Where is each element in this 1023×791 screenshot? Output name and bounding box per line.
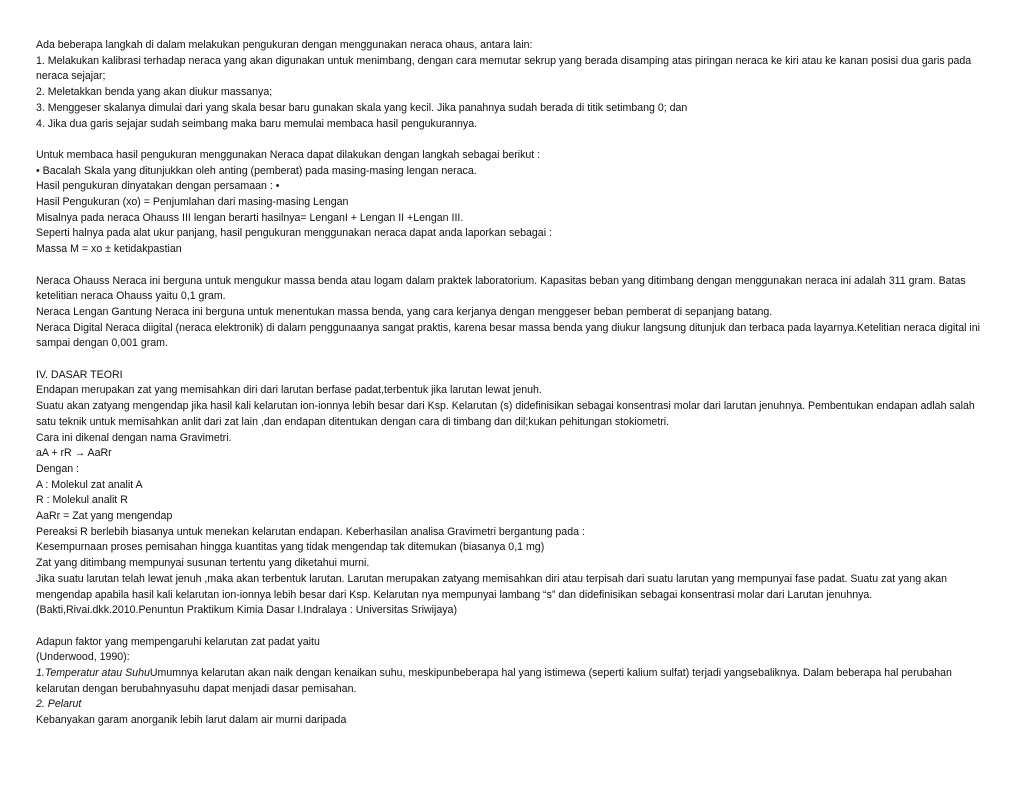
paragraph: Ada beberapa langkah di dalam melakukan pengukuran dengan menggunakan neraca ohaus, antara lain: [36, 39, 533, 51]
paragraph: A : Molekul zat analit A [36, 478, 143, 491]
list-item: 4. Jika dua garis sejajar sudah seimbang maka baru memulai membaca hasil pengukurannya. [36, 117, 478, 130]
paragraph: Pereaksi R berlebih biasanya untuk menekan kelarutan endapan. Keberhasilan analisa Gravimetri bergantung pada : [36, 525, 585, 538]
paragraph: Jika suatu larutan telah lewat jenuh ,maka akan terbentuk larutan. Larutan merupakan zatyang memisahkan diri atau terpisah dari suatu larutan yang mempunyai fase padat. Suatu zat yang akan mengendap apabila hasil kali kelarutan ion-ionnya lebih besar dari Ksp. Kelarutan nya mempunyai lambang “s” dan didefinisikan sebagai konsentrasi molar dari Larutan jenuhnya. [36, 572, 948, 601]
spacer [36, 132, 986, 148]
factor-title: 1.Temperatur atau Suhu [36, 667, 150, 680]
document-page [36, 38, 986, 729]
list-item: 2. Meletakkan benda yang akan diukur massanya; [36, 86, 273, 99]
equation: aA + rR → AaRr [36, 447, 112, 460]
paragraph: Endapan merupakan zat yang memisahkan diri dari larutan berfase padat,terbentuk jika larutan lewat jenuh. [36, 384, 542, 397]
paragraph: Neraca Ohauss Neraca ini berguna untuk mengukur massa benda atau logam dalam praktek laboratorium. Kapasitas beban yang ditimbang dengan menggunakan neraca ini adalah 311 gram. Batas ketelitian neraca Ohauss yaitu 0,1 gram. [36, 274, 966, 303]
paragraph: Hasil pengukuran dinyatakan dengan persamaan : • [36, 180, 280, 193]
paragraph: Cara ini dikenal dengan nama Gravimetri. [36, 431, 232, 444]
paragraph: Neraca Digital Neraca diigital (neraca elektronik) di dalam penggunaanya sangat praktis, karena besar massa benda yang diukur langsung ditunjuk dan terbaca pada layarnya.Ketelitian neraca digital ini sampai dengan 0,001 gram. [36, 321, 981, 350]
paragraph: Kebanyakan garam anorganik lebih larut dalam air murni daripada [36, 714, 347, 727]
paragraph: Dengan : [36, 462, 79, 475]
paragraph: Untuk membaca hasil pengukuran menggunakan Neraca dapat dilakukan dengan langkah sebagai berikut : [36, 148, 541, 161]
paragraph: Adapun faktor yang mempengaruhi kelarutan zat padat yaitu [36, 635, 320, 648]
paragraph: Hasil Pengukuran (xo) = Penjumlahan dari masing-masing Lengan [36, 196, 349, 209]
paragraph: (Underwood, 1990): [36, 651, 130, 664]
section-heading: IV. DASAR TEORI [36, 368, 123, 381]
list-item: 3. Menggeser skalanya dimulai dari yang skala besar baru gunakan skala yang kecil. Jika panahnya sudah berada di titik setimbang 0; dan [36, 101, 688, 114]
paragraph: Massa M = xo ± ketidakpastian [36, 243, 182, 256]
paragraph: • Bacalah Skala yang ditunjukkan oleh anting (pemberat) pada masing-masing lengan neraca. [36, 164, 477, 177]
spacer [36, 258, 986, 274]
citation: (Bakti,Rivai.dkk.2010.Penuntun Praktikum Kimia Dasar I.Indralaya : Universitas Sriwijaya) [36, 604, 457, 617]
paragraph: Seperti halnya pada alat ukur panjang, hasil pengukuran menggunakan neraca dapat anda laporkan sebagai : [36, 227, 552, 240]
paragraph: R : Molekul analit R [36, 494, 128, 507]
paragraph: AaRr = Zat yang mengendap [36, 510, 173, 523]
paragraph: Suatu akan zatyang mengendap jika hasil kali kelarutan ion-ionnya lebih besar dari Ksp. Kelarutan (s) didefinisikan sebagai konsentrasi molar dari larutan jenuhnya. Pembentukan endapan adlah salah satu teknik untuk memisahkan anlit dari zat lain ,dan endapan ditentukan dengan cara di timbang dan dil;kukan pehitungan stokiometri. [36, 400, 975, 428]
paragraph: Misalnya pada neraca Ohauss III lengan berarti hasilnya= LenganI + Lengan II +Lengan III. [36, 211, 464, 224]
factor-title: 2. Pelarut [36, 698, 82, 711]
spacer [36, 619, 986, 635]
list-item: 1. Melakukan kalibrasi terhadap neraca yang akan digunakan untuk menimbang, dengan cara memutar sekrup yang berada disamping atas piringan neraca ke kiri atau ke kanan posisi dua garis pada neraca sejajar; [36, 54, 972, 83]
spacer [36, 352, 986, 368]
factor-text: Umumnya kelarutan akan naik dengan kenaikan suhu, meskipunbeberapa hal yang istimewa (seperti kalium sulfat) terjadi yangsebaliknya. Dalam beberapa hal perubahan kelarutan dengan berubahnyasuhu dapat menjadi dasar pemisahan. [36, 667, 952, 695]
paragraph: Neraca Lengan Gantung Neraca ini berguna untuk menentukan massa benda, yang cara kerjanya dengan menggeser beban pemberat di sepanjang batang. [36, 305, 773, 318]
paragraph: Kesempurnaan proses pemisahan hingga kuantitas yang tidak mengendap tak ditemukan (biasanya 0,1 mg) [36, 541, 545, 554]
factor-item [36, 666, 986, 697]
paragraph: Zat yang ditimbang mempunyai susunan tertentu yang diketahui murni. [36, 557, 370, 570]
